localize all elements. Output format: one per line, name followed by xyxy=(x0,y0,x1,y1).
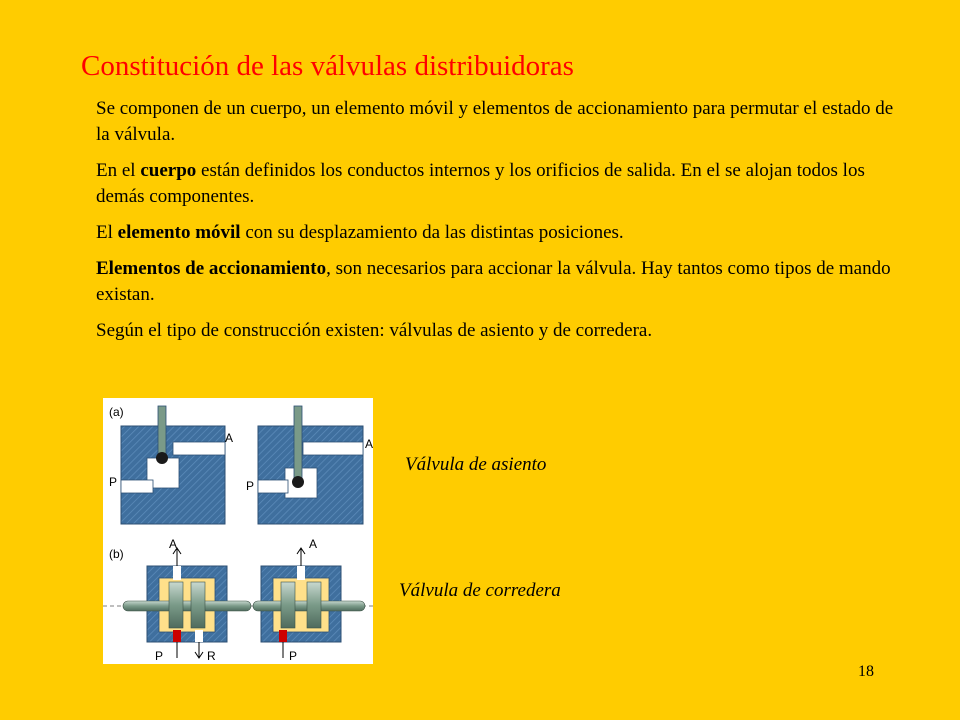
port-r-label: R xyxy=(207,649,216,663)
page-number: 18 xyxy=(858,663,874,680)
paragraph-text: Se componen de un cuerpo, un elemento móvil y elementos de accionamiento para permutar el estado de la válvula. xyxy=(96,98,894,145)
bold-term: elemento móvil xyxy=(117,222,241,243)
paragraph-text: con su desplazamiento da las distintas posiciones. xyxy=(240,222,624,243)
port-p-label: P xyxy=(109,475,118,489)
paragraph xyxy=(96,220,906,246)
slide-title: Constitución de las válvulas distribuidoras xyxy=(81,50,574,82)
label-b: (b) xyxy=(109,547,124,561)
paragraph-text: En el xyxy=(96,160,141,181)
port-a-label: A xyxy=(225,431,234,445)
paragraph-text: están definidos los conductos internos y los orificios de salida. En el se alojan todos los demás componentes. xyxy=(96,160,865,207)
port-a-label: A xyxy=(169,537,178,551)
body-text xyxy=(96,96,906,354)
caption-spool-valve: Válvula de corredera xyxy=(399,580,561,601)
paragraph xyxy=(96,318,906,344)
port-p-label: P xyxy=(289,649,298,663)
spool-valve-right xyxy=(253,537,365,663)
spool-valve-left xyxy=(123,537,251,663)
seat-valve-open xyxy=(109,406,233,524)
bold-term: Elementos de accionamiento xyxy=(96,258,327,279)
valve-figure xyxy=(103,398,373,664)
paragraph xyxy=(96,256,906,308)
port-a-label: A xyxy=(309,537,318,551)
paragraph-text: El xyxy=(96,222,118,243)
valve-diagram xyxy=(103,398,373,664)
paragraph xyxy=(96,158,906,210)
paragraph-text: , son necesarios para accionar la válvula. Hay tantos como tipos de mando existan. xyxy=(96,258,891,305)
caption-seat-valve: Válvula de asiento xyxy=(405,454,547,475)
paragraph xyxy=(96,96,906,148)
bold-term: cuerpo xyxy=(140,160,197,181)
port-a-label: A xyxy=(365,437,373,451)
paragraph-text: Según el tipo de construcción existen: válvulas de asiento y de corredera. xyxy=(96,320,653,341)
label-a: (a) xyxy=(109,405,124,419)
port-p-label: P xyxy=(155,649,164,663)
port-p-label: P xyxy=(246,479,255,493)
seat-valve-closed xyxy=(246,406,373,524)
